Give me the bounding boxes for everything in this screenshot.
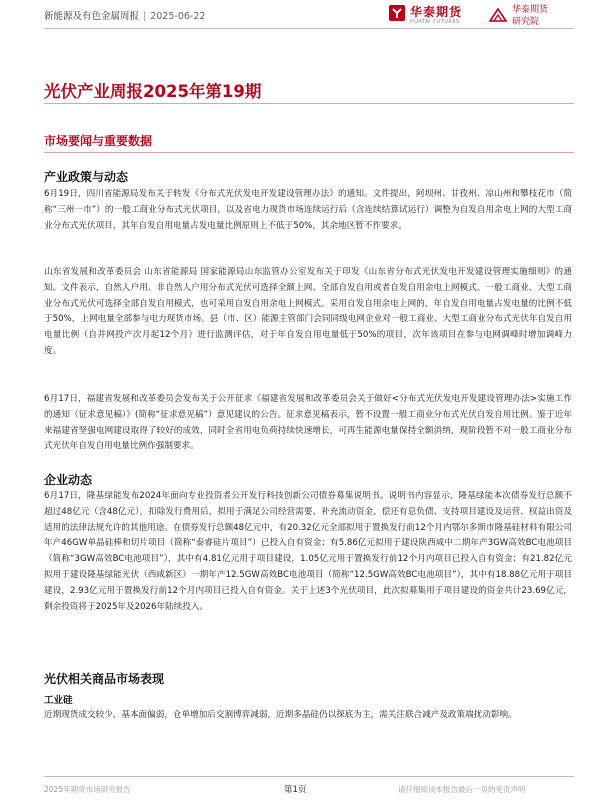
company-paragraph: 6月17日，隆基绿能发布2024年面向专业投资者公开发行科技创新公司债券募集说明书。说明书内容显示，隆基绿能本次债券发行总额不超过48亿元（含48亿元），扣除发行费用后，拟用于满足公司经营需要、补充流动资金、偿还有息负债、支持项目建设及运营、权益出资及适用的法律法规允许的其他用途。在债券发行总额48亿元中，有20.32亿元全部拟用于置换发行前12个月内鄂尔多斯市隆基硅材料有限公司年产46GW单晶硅棒和切片项目（简称“泰睿硅片项目”）已投入自有资金；有5.86亿元拟用于建设陕西咸中二期年产3GW高效BC电池项目（简称“3GW高效BC电池项目”），其中有4.81亿元用于项目建设，1.05亿元用于置换发行前12个月内项目已投入自有资金；有21.82亿元拟用于建设隆基绿能光伏（西咸新区）一期年产12.5GW高效BC电池项目（简称“12.5GW高效BC电池项目”），其中有18.88亿元用于项目建设，2.93亿元用于置换发行前12个月内项目已投入自有资金。关于上述3个光伏项目，此次拟募集用于项目建设的资金共计23.69亿元，剩余投资将于2025年及2026年陆续投入。 [44,491,572,612]
logo-en-text: HUATAI FUTURES [410,19,460,25]
disclaimer-note: 请仔细阅读本报告最后一页的免责声明 [398,785,526,794]
report-series-line [44,8,205,22]
logo-cn-text: 华泰期货 [410,5,463,19]
industrial-silicon-heading: 工业硅 [44,695,73,706]
company-heading: 企业动态 [44,473,93,487]
section-divider [44,152,574,153]
page-footer [0,776,600,800]
title-divider [44,103,574,104]
page-header [0,0,600,34]
institute-logo [488,2,568,30]
header-separator: | [143,11,147,22]
huatai-futures-logo [388,2,476,28]
policy-heading: 产业政策与动态 [44,170,129,184]
institute-line1: 华泰期货 [512,5,549,15]
huatai-logo-icon [388,4,406,22]
policy-paragraph-3: 6月17日，福建省发展和改革委员会发布关于公开征求《福建省发展和改革委员会关于做好<分布式光伏发电开发建设管理办法>实施工作的通知（征求意见稿）》(简称“征求意见稿”）意见建议的公告。征求意见稿表示，暂不设置一般工商业分布式光伏自发自用比例。鉴于近年来福建省坚强电网建设取得了较好的成效，同时全省用电负荷持续快速增长，可再生能源电量保持全额消纳，现阶段暂不对一般工商业分布式光伏年自发自用电量比例作强制要求。 [44,394,572,452]
institute-line2: 研究院 [512,17,540,27]
report-series: 新能源及有色金属周报 [44,11,140,22]
report-title: 光伏产业周报2025年第19期 [44,82,262,101]
policy-paragraph-1: 6月19日，四川省能源局发布关于转发《分布式光伏发电开发建设管理办法》的通知。文件提出，阿坝州、甘孜州、凉山州和攀枝花市（简称“三州一市”）的一般工商业分布式光伏项目，以及省电力现货市场连续运行后（含连续结算试运行）调整为自发自用余电上网的大型工商业分布式光伏项目，其年自发自用电量占发电量比例原则上不低于50%，其余地区暂不作要求。 [44,189,572,231]
institute-logo-icon [488,5,508,25]
policy-paragraph-2: 山东省发展和改革委员会 山东省能源局 国家能源局山东监管办公室发布关于印发《山东省分布式光伏发电开发建设管理实施细则》的通知。文件表示，自然人户用、非自然人户用分布式光伏可选择全额上网、全部自发自用或者自发自用余电上网模式。一般工商业、大型工商业分布式光伏可选择全部自发自用模式，也可采用自发自用余电上网模式。采用自发自用余电上网的，年自发自用电量占发电量的比例不低于50%，上网电量全部参与电力现货市场。县（市、区）能源主管部门会同同级电网企业对一般工商业、大型工商业分布式光伏年自发自用电量比例（自并网投产次月起12个月）进行监测评估，对于年自发自用电量低于50%的项目，次年该项目在参与电网调峰时增加调峰力度。 [44,267,572,356]
footer-left-text: 2025年期货市场研究报告 [44,785,131,794]
header-divider [44,28,574,29]
footer-divider [44,776,574,777]
industrial-silicon-paragraph: 近期现货成交较少，基本面偏弱，仓单增加后交割博弈减弱，近期多晶硅仍以探底为主，需关注联合减产及政策端扰动影响。 [44,710,517,720]
page-number: 第1页 [284,785,307,795]
section-title: 市场要闻与重要数据 [44,134,153,148]
market-heading: 光伏相关商品市场表现 [44,672,165,686]
report-date: 2025-06-22 [150,11,206,22]
